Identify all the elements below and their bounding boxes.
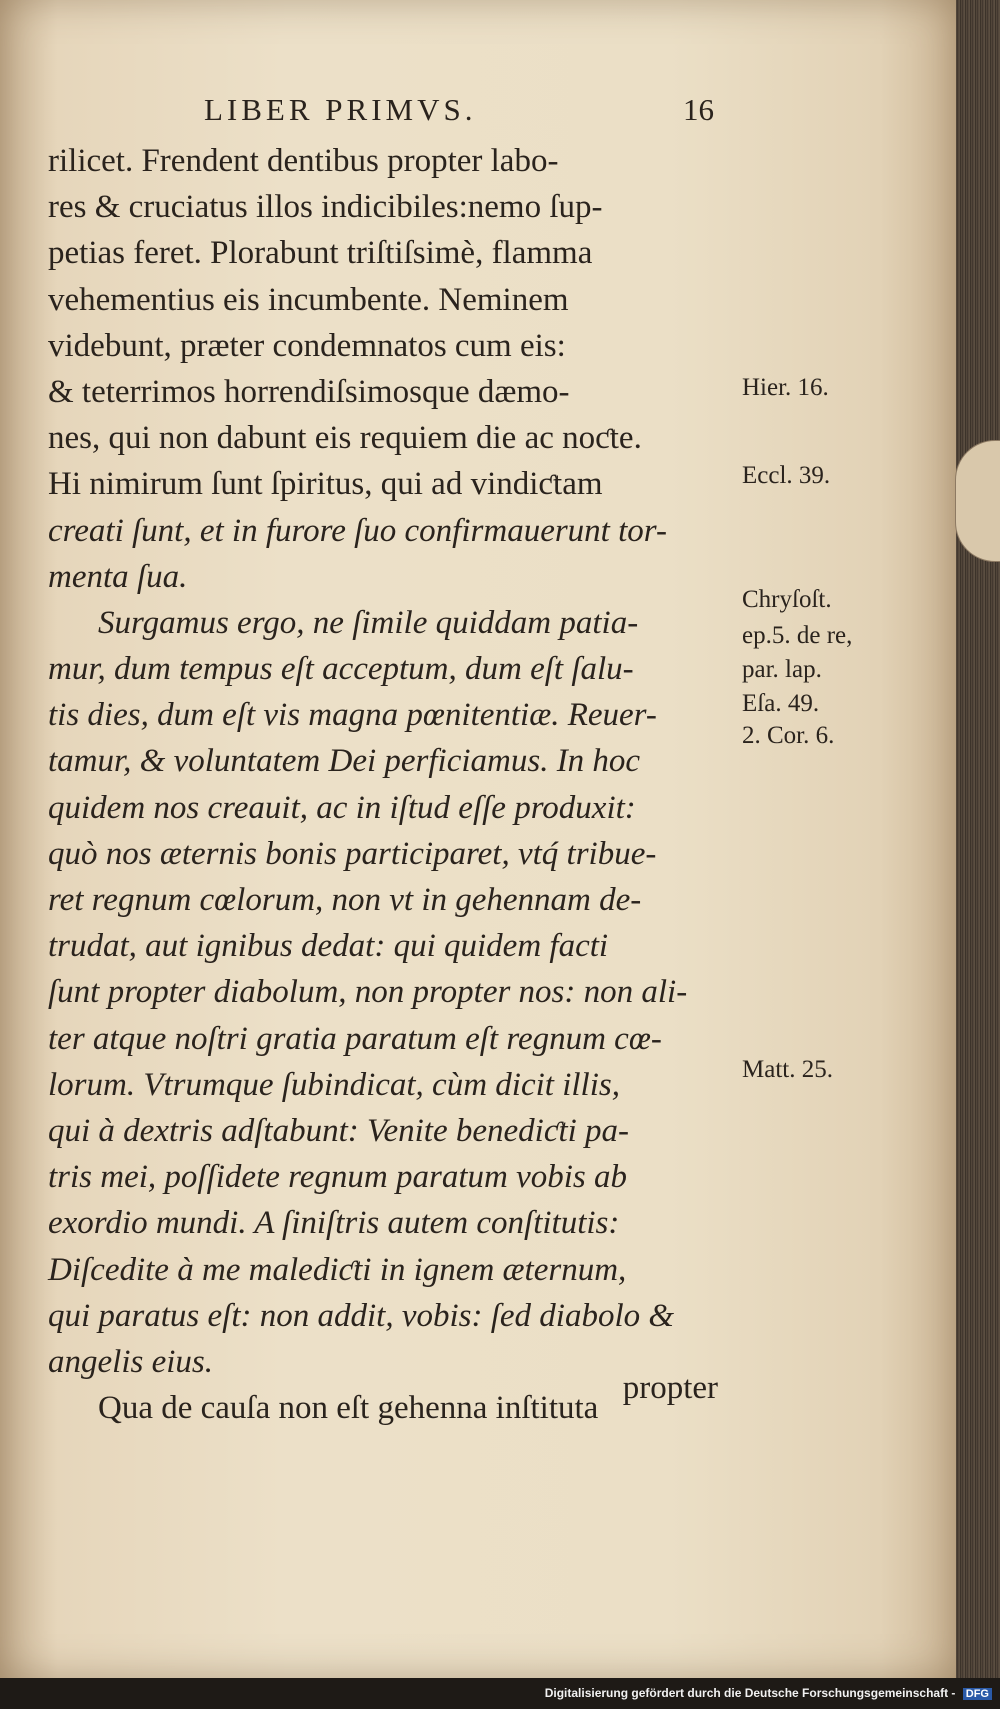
text-line: mur, dum tempus eſt acceptum, dum eſt ſalu- <box>48 651 634 688</box>
text-line: Surgamus ergo, ne ſimile quiddam patia- <box>98 604 639 641</box>
text-line: ter atque noſtri gratia paratum eſt regnum cœ- <box>48 1020 662 1057</box>
page-tab <box>955 440 1000 562</box>
page-edge <box>956 0 1000 1678</box>
running-title: LIBER PRIMVS. <box>204 92 477 127</box>
text-line: lorum. Vtrumque ſubindicat, cùm dicit illis, <box>48 1066 620 1103</box>
margin-note: par. lap. <box>742 656 822 683</box>
catchword: propter <box>622 1370 718 1406</box>
text-line: Qua de cauſa non eſt gehenna inſtituta <box>98 1390 599 1427</box>
text-line: exordio mundi. A ſiniſtris autem conſtitutis: <box>48 1205 620 1242</box>
text-line: qui paratus eſt: non addit, vobis: ſed diabolo & <box>48 1297 675 1334</box>
page-number: 16 <box>683 92 714 127</box>
footer-bar <box>0 1678 1000 1709</box>
margin-note: Matt. 25. <box>742 1056 833 1083</box>
text-line: vehementius eis incumbente. Neminem <box>48 281 569 318</box>
text-line: petias feret. Plorabunt triſtiſsimè, flamma <box>48 235 593 272</box>
text-line: ret regnum cœlorum, non vt in gehennam de- <box>48 882 642 918</box>
text-line: tamur, & voluntatem Dei perficiamus. In hoc <box>48 743 641 780</box>
text-line: tris mei, poſſidete regnum paratum vobis ab <box>48 1159 627 1196</box>
margin-note: Chryſoſt. <box>742 586 832 613</box>
text-line: videbunt, præter condemnatos cum eis: <box>48 327 566 364</box>
margin-note: 2. Cor. 6. <box>742 722 835 749</box>
footer-credit-text: Digitalisierung gefördert durch die Deutsche Forschungsgemeinschaft - <box>544 1686 956 1700</box>
text-line: nes, qui non dabunt eis requiem die ac noƈte. <box>48 420 642 457</box>
margin-note: ep.5. de re, <box>742 622 853 649</box>
text-line: quò nos æternis bonis participaret, vtq́ tribue- <box>48 835 657 872</box>
margin-note: Hier. 16. <box>742 374 829 401</box>
running-header <box>204 92 714 132</box>
margin-note: Eccl. 39. <box>742 462 831 489</box>
text-line: angelis eius. <box>48 1343 213 1380</box>
text-line: res & cruciatus illos indicibiles:nemo ſup- <box>48 189 603 226</box>
dfg-logo: DFG <box>963 1688 992 1700</box>
margin-note: Eſa. 49. <box>742 690 820 717</box>
text-line: creati ſunt, et in furore ſuo confirmauerunt tor- <box>48 512 667 549</box>
text-line: trudat, aut ignibus dedat: qui quidem facti <box>48 928 609 965</box>
body-text <box>48 138 738 1431</box>
text-line: Diſcedite à me malediƈti in ignem æternum, <box>48 1251 627 1288</box>
text-line: rilicet. Frendent dentibus propter labo- <box>48 143 559 179</box>
text-line: & teterrimos horrendiſsimosque dæmo- <box>48 373 570 410</box>
footer-credit <box>545 1686 992 1700</box>
text-line: qui à dextris adſtabunt: Venite benediƈti pa- <box>48 1112 630 1149</box>
text-line: tis dies, dum eſt vis magna pœnitentiæ. Reuer- <box>48 697 657 734</box>
text-line: ſunt propter diabolum, non propter nos: non ali- <box>48 974 688 1011</box>
text-line: Hi nimirum ſunt ſpiritus, qui ad vindiƈtam <box>48 466 603 503</box>
text-line: quidem nos creauit, ac in iſtud eſſe produxit: <box>48 789 636 826</box>
text-line: menta ſua. <box>48 558 188 595</box>
